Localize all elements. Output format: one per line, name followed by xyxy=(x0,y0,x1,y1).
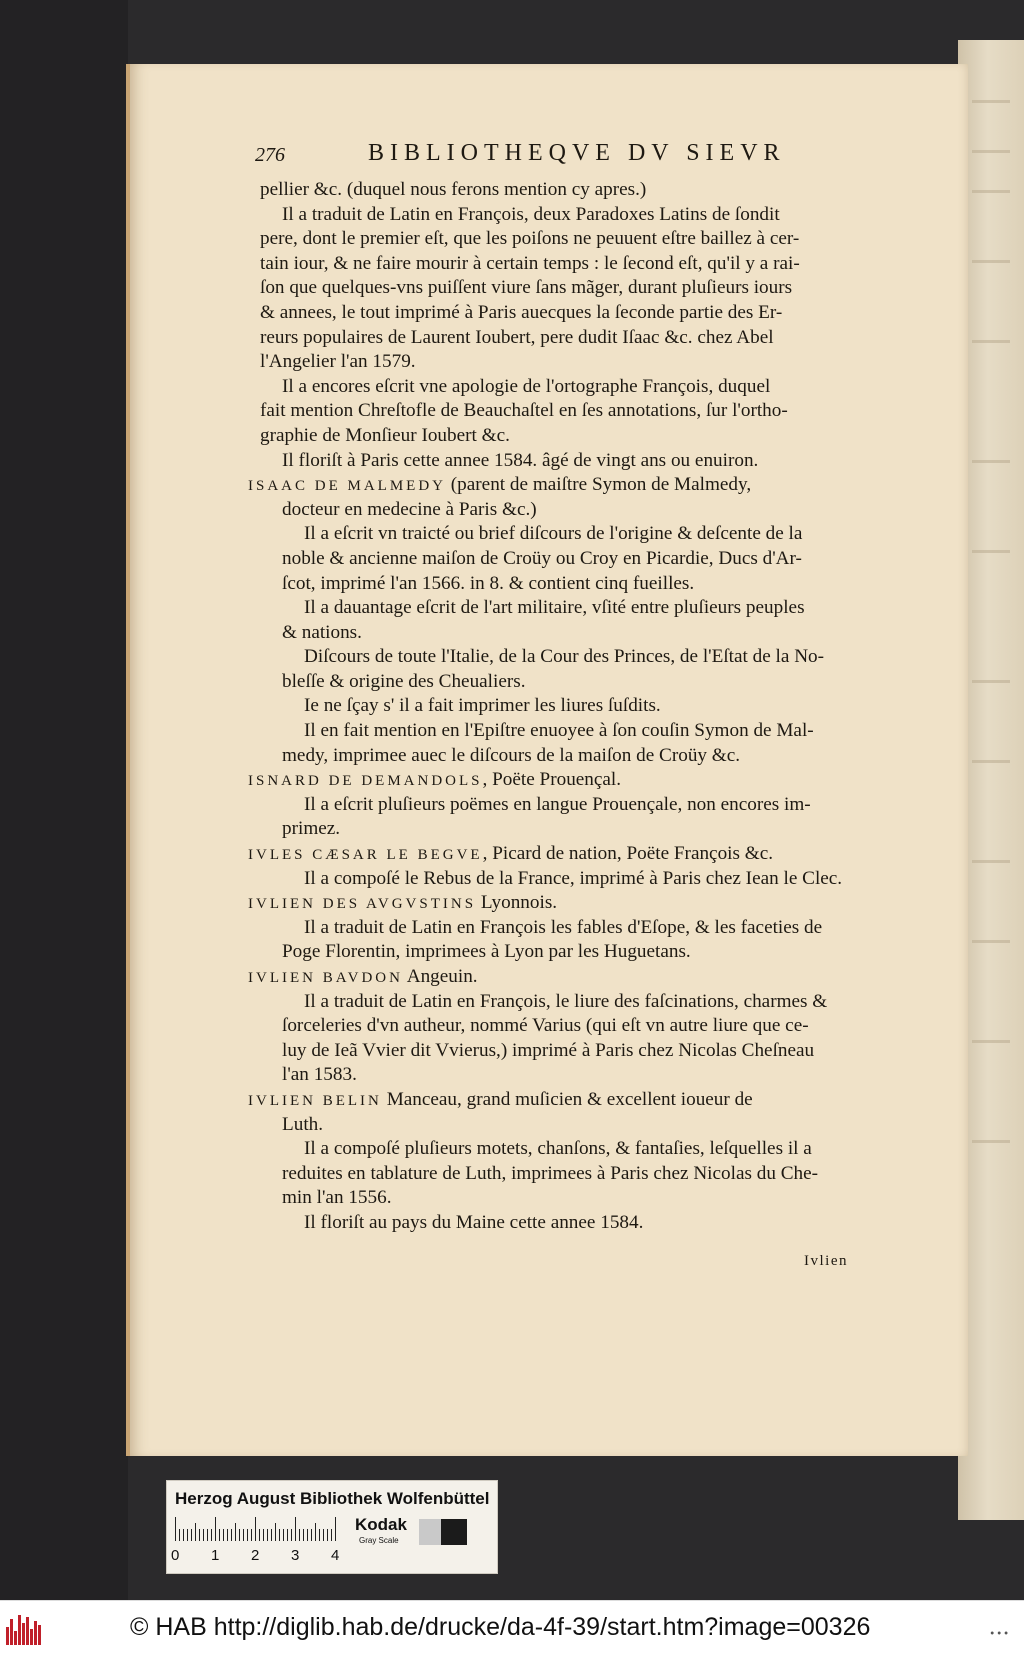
library-name: Herzog August Bibliothek Wolfenbüttel xyxy=(175,1489,490,1508)
text-line: Ie ne ſçay s' il a fait imprimer les liures ſuſdits. xyxy=(304,695,661,717)
ruler-tick xyxy=(215,1517,216,1541)
text-line: pellier &c. (duquel nous ferons mention cy apres.) xyxy=(260,179,647,200)
text-line: ſcot, imprimé l'an 1566. in 8. & contient cinq fueilles. xyxy=(282,572,695,594)
ruler-tick xyxy=(287,1529,288,1541)
running-head-title: BIBLIOTHEQVE DV SIEVR xyxy=(368,140,786,166)
ruler-tick xyxy=(199,1529,200,1541)
text-line: Il a encores eſcrit vne apologie de l'ortographe François, duquel xyxy=(282,375,771,397)
ruler-tick xyxy=(235,1523,236,1541)
text-line: primez. xyxy=(282,818,341,840)
entry-heading-rest: Manceau, grand muſicien & excellent ioueur de xyxy=(381,1088,753,1110)
ruler-tick xyxy=(271,1529,272,1541)
text-line: Luth. xyxy=(282,1113,324,1135)
ruler-tick xyxy=(303,1529,304,1541)
ruler-tick xyxy=(311,1529,312,1541)
logo-bar xyxy=(30,1629,33,1645)
ruler-tick xyxy=(255,1517,256,1541)
entry-author-name: IVLIEN DES AVGVSTINS xyxy=(248,896,477,913)
ruler-numbers xyxy=(171,1547,351,1567)
text-line: fait mention Chreſtofle de Beauchaſtel en ſes annotations, ſur l'ortho- xyxy=(260,400,788,422)
ruler-tick xyxy=(187,1529,188,1541)
text-line: Poge Florentin, imprimees à Lyon par les Huguetans. xyxy=(282,941,691,963)
text-line: reduites en tablature de Luth, imprimees à Paris chez Nicolas du Che- xyxy=(282,1162,819,1184)
ruler-tick xyxy=(191,1529,192,1541)
text-line: Diſcours de toute l'Italie, de la Cour des Princes, de l'Eſtat de la No- xyxy=(304,646,825,668)
logo-bar xyxy=(10,1619,13,1645)
ruler-tick xyxy=(183,1529,184,1541)
ruler-number: 3 xyxy=(291,1547,300,1564)
ruler-tick xyxy=(223,1529,224,1541)
ruler-tick xyxy=(323,1529,324,1541)
entry-heading-rest: (parent de maiſtre Symon de Malmedy, xyxy=(446,474,752,496)
gray-swatch-dark xyxy=(441,1519,467,1545)
text-line: l'an 1583. xyxy=(282,1064,357,1086)
text-line: Il a traduit de Latin en François, deux Paradoxes Latins de ſondit xyxy=(282,203,780,225)
text-line: Il a traduit de Latin en François les fables d'Eſope, & les faceties de xyxy=(304,916,823,938)
text-line: Il floriſt au pays du Maine cette annee 1584. xyxy=(304,1211,644,1233)
logo-bar xyxy=(38,1625,41,1645)
ruler-number: 4 xyxy=(331,1547,340,1564)
page-text xyxy=(248,178,860,1236)
ruler-tick xyxy=(319,1529,320,1541)
entry-heading xyxy=(248,1088,860,1113)
entry-heading xyxy=(248,768,860,793)
text-line: Il a dauantage eſcrit de l'art militaire, vſité entre pluſieurs peuples xyxy=(304,597,805,619)
logo-bar xyxy=(34,1621,37,1645)
entry-heading xyxy=(248,842,860,867)
text-line: Il a eſcrit pluſieurs poëmes en langue Prouençale, non encores im- xyxy=(304,793,811,815)
text-line: tain iour, & ne faire mourir à certain temps : le ſecond eſt, qu'il y a rai- xyxy=(260,252,800,274)
gray-swatch-light xyxy=(419,1519,441,1545)
page-number: 276 xyxy=(255,144,285,166)
logo-bar xyxy=(6,1627,9,1645)
ruler-tick xyxy=(327,1529,328,1541)
logo-bar xyxy=(26,1617,29,1645)
ruler-tick xyxy=(219,1529,220,1541)
entry-author-name: IVLES CÆSAR LE BEGVE xyxy=(248,847,483,864)
kodak-brand: Kodak xyxy=(355,1515,407,1534)
entry-author-name: IVLIEN BELIN xyxy=(248,1092,382,1109)
text-line: Il a compoſé le Rebus de la France, imprimé à Paris chez Iean le Clec. xyxy=(304,867,843,889)
text-line: & nations. xyxy=(282,621,362,643)
ruler-tick xyxy=(263,1529,264,1541)
ruler-tick xyxy=(267,1529,268,1541)
ruler-tick xyxy=(299,1529,300,1541)
ruler-tick xyxy=(331,1529,332,1541)
ruler-tick xyxy=(227,1529,228,1541)
ruler-tick xyxy=(203,1529,204,1541)
ruler-tick xyxy=(195,1523,196,1541)
text-line: Il a traduit de Latin en François, le liure des faſcinations, charmes & xyxy=(304,990,828,1012)
scanner-background-left xyxy=(0,0,128,1600)
entry-heading-rest: , Picard de nation, Poëte François &c. xyxy=(482,843,774,865)
ruler-tick xyxy=(291,1529,292,1541)
ruler-tick xyxy=(243,1529,244,1541)
ruler-number: 2 xyxy=(251,1547,260,1564)
footer-url[interactable]: © HAB http://diglib.hab.de/drucke/da-4f-39/start.htm?image=00326 xyxy=(130,1613,871,1641)
text-line: min l'an 1556. xyxy=(282,1187,392,1209)
ruler-tick xyxy=(335,1517,336,1541)
entry-heading-rest: , Poëte Prouençal. xyxy=(482,769,622,791)
ruler-tick xyxy=(247,1529,248,1541)
text-line: & annees, le tout imprimé à Paris auecques la ſeconde partie des Er- xyxy=(260,301,783,323)
ruler-tick xyxy=(175,1517,176,1541)
entry-heading xyxy=(248,891,860,916)
text-line: noble & ancienne maiſon de Croüy ou Croy en Picardie, Ducs d'Ar- xyxy=(282,547,802,569)
logo-bar xyxy=(22,1623,25,1645)
ruler-tick xyxy=(315,1523,316,1541)
ruler-number: 0 xyxy=(171,1547,180,1564)
text-line: Il a compoſé pluſieurs motets, chanſons, & fantaſies, leſquelles il a xyxy=(304,1138,812,1160)
ruler-tick xyxy=(231,1529,232,1541)
ruler-tick xyxy=(207,1529,208,1541)
text-line: reurs populaires de Laurent Ioubert, pere dudit Iſaac &c. chez Abel xyxy=(260,326,774,348)
entry-heading-rest: Lyonnois. xyxy=(476,892,558,914)
ruler-tick xyxy=(283,1529,284,1541)
entry-author-name: IVLIEN BAVDON xyxy=(248,970,403,986)
viewer-footer xyxy=(0,1600,1024,1658)
more-dots-icon[interactable]: ••• xyxy=(989,1629,1010,1640)
text-line: ſon que quelques-vns puiſſent viure ſans mãger, durant pluſieurs iours xyxy=(260,277,793,299)
text-line: Il floriſt à Paris cette annee 1584. âgé de vingt ans ou enuiron. xyxy=(282,449,759,471)
ruler-tick xyxy=(251,1529,252,1541)
text-line: graphie de Monſieur Ioubert &c. xyxy=(260,424,510,446)
ruler-tick xyxy=(259,1529,260,1541)
entry-author-name: ISAAC DE MALMEDY xyxy=(248,478,446,495)
measure-ruler xyxy=(175,1517,345,1541)
logo-bar xyxy=(18,1615,21,1645)
ruler-tick xyxy=(279,1529,280,1541)
catchword: Ivlien xyxy=(804,1253,848,1269)
text-line: medy, imprimee auec le diſcours de la maiſon de Croüy &c. xyxy=(282,744,741,766)
text-line: Il en fait mention en l'Epiſtre enuoyee à ſon couſin Symon de Mal- xyxy=(304,720,814,742)
entry-heading-rest: Angeuin. xyxy=(402,966,478,987)
library-label-card xyxy=(166,1480,498,1574)
text-line: bleſſe & origine des Cheualiers. xyxy=(282,670,526,692)
logo-bar xyxy=(14,1631,17,1645)
ruler-tick xyxy=(307,1529,308,1541)
ruler-tick xyxy=(179,1529,180,1541)
ruler-tick xyxy=(211,1529,212,1541)
text-line: pere, dont le premier eſt, que les poiſons ne peuuent eſtre baillez à cer- xyxy=(260,228,800,250)
entry-heading xyxy=(248,965,860,990)
ruler-tick xyxy=(275,1523,276,1541)
text-line: ſorceleries d'vn autheur, nommé Varius (qui eſt vn autre liure que ce- xyxy=(282,1015,809,1037)
ruler-tick xyxy=(239,1529,240,1541)
ruler-tick xyxy=(295,1517,296,1541)
text-line: docteur en medecine à Paris &c.) xyxy=(282,498,537,520)
text-line: luy de Ieã Vvier dit Vvierus,) imprimé à Paris chez Nicolas Cheſneau xyxy=(282,1039,815,1061)
ruler-number: 1 xyxy=(211,1547,220,1564)
text-line: l'Angelier l'an 1579. xyxy=(260,351,416,373)
gray-scale-label: Gray Scale xyxy=(359,1536,399,1545)
entry-author-name: ISNARD DE DEMANDOLS xyxy=(248,773,483,790)
entry-heading xyxy=(248,473,860,498)
hab-logo-icon xyxy=(6,1615,44,1645)
text-line: Il a eſcrit vn traicté ou brief diſcours de l'origine & deſcente de la xyxy=(304,523,803,545)
